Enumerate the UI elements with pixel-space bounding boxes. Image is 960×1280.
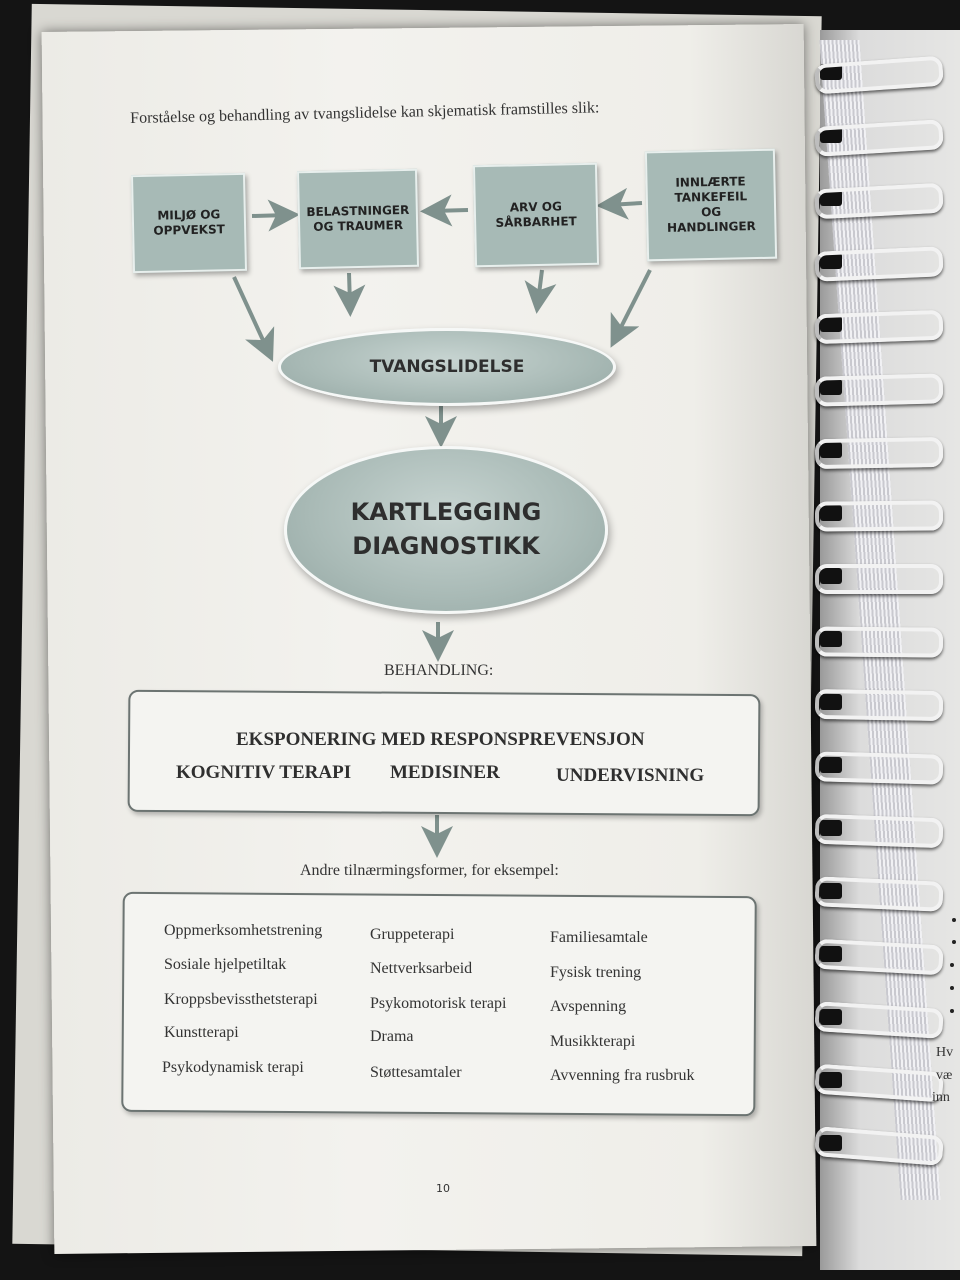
arrow-innlaerte-to-arv [608, 203, 642, 205]
alternative-item: Sosiale hjelpetiltak [164, 956, 287, 973]
alternative-item: Gruppeterapi [370, 926, 455, 943]
alternative-item: Drama [370, 1028, 414, 1045]
alternative-item: Psykodynamisk terapi [162, 1059, 304, 1076]
alternative-item: Musikkterapi [550, 1033, 636, 1050]
intro-text: Forståelse og behandling av tvangslidelse kan skjematisk framstilles slik: [130, 99, 600, 127]
alternative-item: Avvenning fra rusbruk [550, 1067, 695, 1084]
arrow-arv-to-tvangslidelse [538, 270, 542, 302]
arrow-arv-to-belastninger [432, 210, 468, 211]
next-page-text-3: inn [932, 1090, 950, 1105]
alternatives-heading: Andre tilnærmingsformer, for eksempel: [300, 862, 559, 879]
cause-box-miljo: MILJØ OG OPPVEKST [131, 173, 247, 273]
cause-box-arv: ARV OG SÅRBARHET [473, 163, 599, 268]
arrow-miljo-to-tvangslidelse [234, 277, 268, 351]
treatment-education: UNDERVISNING [556, 765, 705, 786]
cause-box-innlaerte: INNLÆRTE TANKEFEIL OG HANDLINGER [645, 149, 777, 262]
alternative-item: Nettverksarbeid [370, 960, 473, 977]
alternative-item: Kroppsbevissthetsterapi [164, 991, 318, 1008]
treatment-exposure: EKSPONERING MED RESPONSPREVENSJON [236, 729, 645, 750]
condition-ellipse: TVANGSLIDELSE [278, 328, 616, 406]
alternative-item: Kunstterapi [164, 1024, 239, 1041]
cause-box-belastninger: BELASTNINGER OG TRAUMER [297, 169, 419, 269]
assessment-ellipse: KARTLEGGING DIAGNOSTIKK [284, 446, 608, 614]
alternative-item: Støttesamtaler [370, 1064, 462, 1081]
alternative-item: Avspenning [550, 998, 627, 1015]
next-page-text-2: væ [936, 1068, 953, 1083]
treatment-heading: BEHANDLING: [384, 662, 494, 679]
alternative-item: Psykomotorisk terapi [370, 995, 507, 1012]
treatment-cognitive: KOGNITIV TERAPI [176, 762, 352, 783]
arrow-belastninger-to-tvangslidelse [349, 273, 350, 305]
next-page-text-1: Hv [936, 1045, 954, 1060]
alternative-item: Fysisk trening [550, 964, 642, 981]
arrow-innlaerte-to-tvangslidelse [616, 270, 650, 337]
arrow-miljo-to-belastninger [252, 215, 288, 216]
treatment-box [128, 690, 761, 816]
page-number: 10 [436, 1182, 450, 1195]
alternative-item: Oppmerksomhetstrening [164, 922, 323, 939]
treatment-medication: MEDISINER [390, 762, 500, 783]
alternative-item: Familiesamtale [550, 929, 648, 946]
